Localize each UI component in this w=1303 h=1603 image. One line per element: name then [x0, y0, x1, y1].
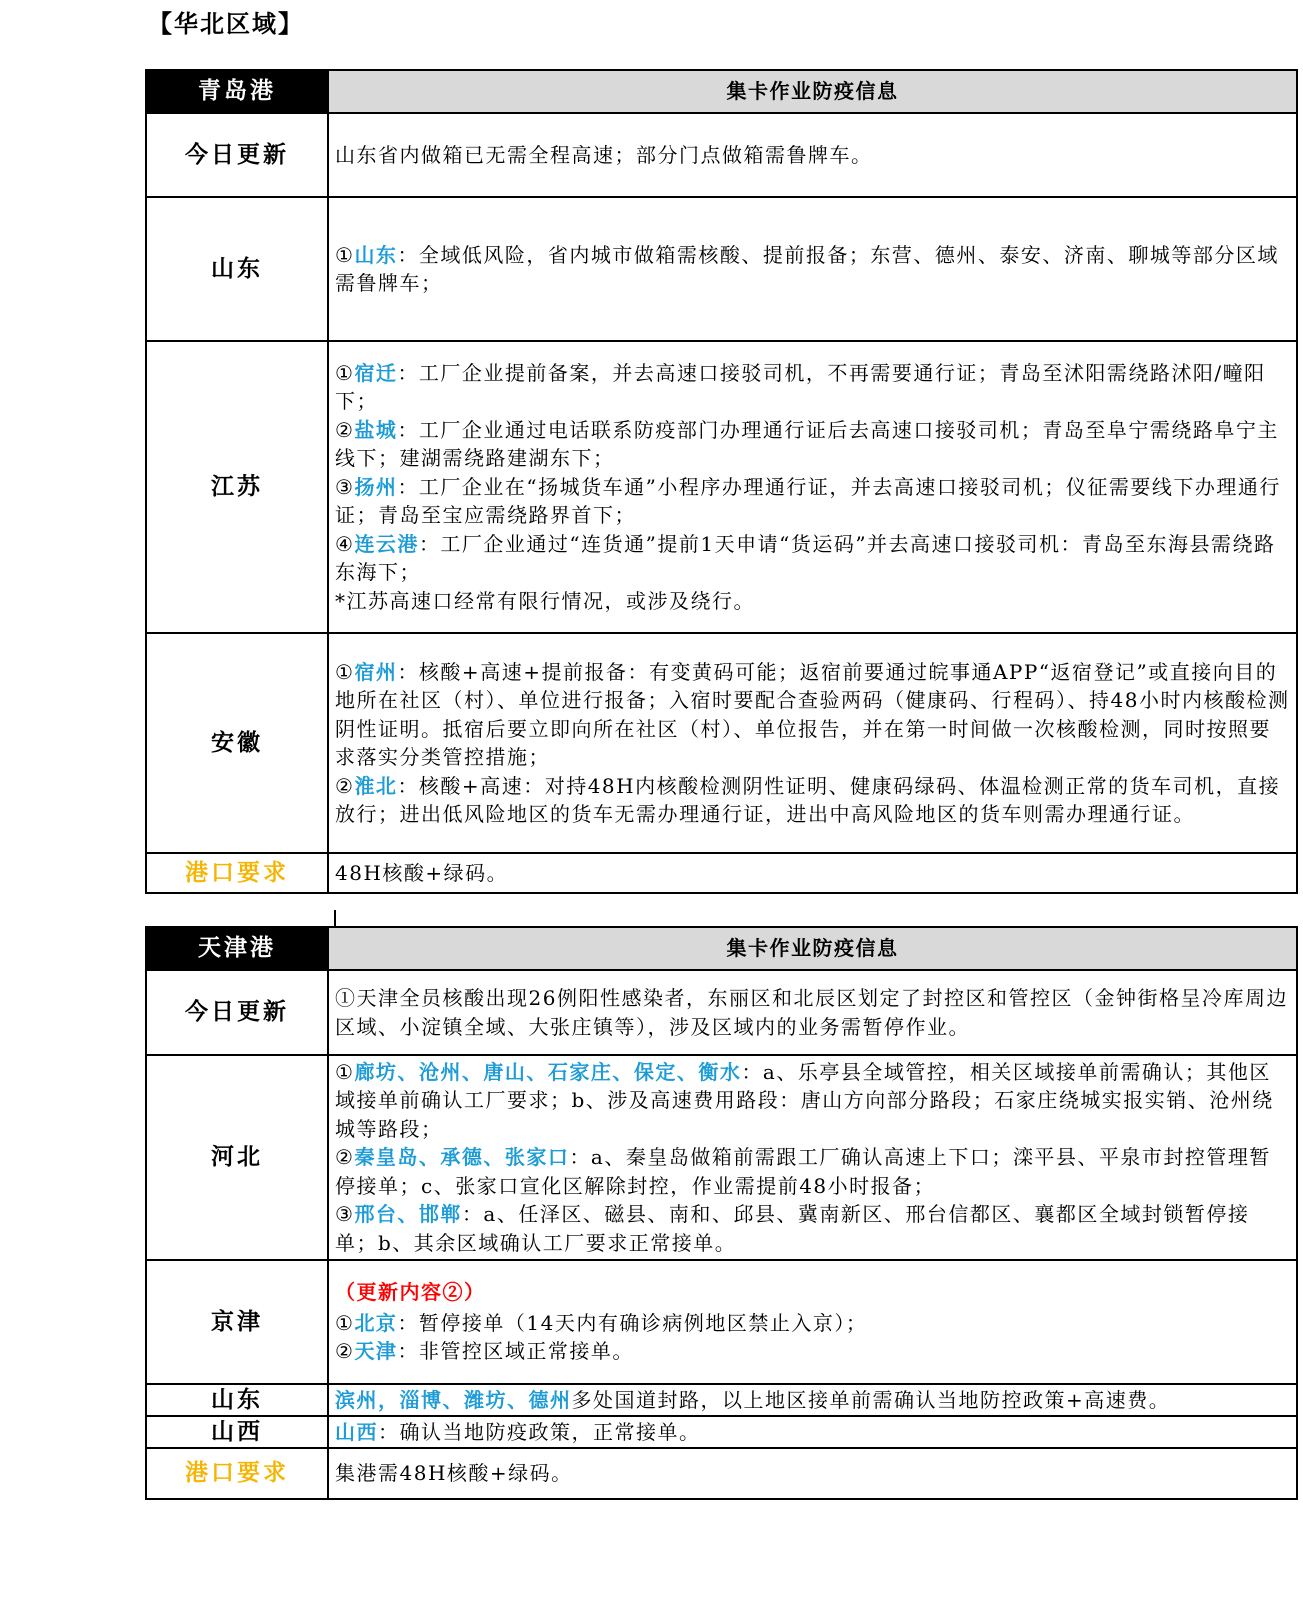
- port-requirement-label: 港口要求: [146, 853, 328, 893]
- region-info-jingjin: [328, 1260, 1297, 1384]
- region-info-anhui: [328, 633, 1297, 853]
- city-highlight: 盐城: [354, 417, 398, 442]
- table-row: [146, 633, 1297, 853]
- info-item: ①北京：暂停接单（14天内有确诊病例地区禁止入京）；: [335, 1310, 868, 1335]
- info-item: ③扬州：工厂企业在“扬城货车通”小程序办理通行证，并去高速口接驳司机；仪征需要线下办理通行证；青岛至宝应需绕路界首下；: [335, 474, 1281, 528]
- table-row: [146, 853, 1297, 893]
- info-item: ④连云港：工厂企业通过“连货通”提前1天申请“货运码”并去高速口接驳司机：青岛至东海县需绕路东海下；: [335, 531, 1276, 585]
- city-highlight: 宿迁: [354, 360, 398, 385]
- tianjin-table: [145, 926, 1298, 1500]
- table-row: [146, 1055, 1297, 1260]
- region-info-shandong: ①山东：全域低风险，省内城市做箱需核酸、提前报备；东营、德州、泰安、济南、聊城等部分区域需鲁牌车；: [328, 197, 1297, 341]
- info-item: ②秦皇岛、承德、张家口：a、秦皇岛做箱前需跟工厂确认高速上下口；滦平县、平泉市封控管理暂停接单；c、张家口宣化区解除封控，作业需提前48小时报备；: [335, 1145, 1271, 1198]
- region-label-jiangsu: 江苏: [146, 341, 328, 633]
- info-item: ①宿迁：工厂企业提前备案，并去高速口接驳司机，不再需要通行证；青岛至沭阳需绕路沭阳/疃阳下；: [335, 360, 1266, 414]
- table-row: [146, 1384, 1297, 1416]
- region-label-anhui: 安徽: [146, 633, 328, 853]
- info-item: ①廊坊、沧州、唐山、石家庄、保定、衡水：a、乐亭县全域管控，相关区域接单前需确认；其他区域接单前确认工厂要求；b、涉及高速费用路段：唐山方向部分路段；石家庄绕城实报实销、沧州绕城等路段；: [335, 1059, 1274, 1141]
- info-item: ①宿州：核酸+高速+提前报备：有变黄码可能；返宿前要通过皖事通APP“返宿登记”或直接向目的地所在社区（村）、单位进行报备；入宿时要配合查验两码（健康码、行程码）、持48小时内核酸检测阴性证明。抵宿后要立即向所在社区（村）、单位报告，并在第一时间做一次核酸检测，同时按照要求落实分类管控措施；: [335, 659, 1290, 769]
- port-requirement-text: 集港需48H核酸+绿码。: [328, 1448, 1297, 1499]
- info-item: ②盐城：工厂企业通过电话联系防疫部门办理通行证后去高速口接驳司机；青岛至阜宁需绕路阜宁主线下；建湖需绕路建湖东下；: [335, 417, 1279, 471]
- info-note: *江苏高速口经常有限行情况，或涉及绕行。: [335, 588, 755, 613]
- city-highlight: 连云港: [354, 531, 419, 556]
- table-header-row: [146, 927, 1297, 970]
- table-row: [146, 197, 1297, 341]
- table-row: [146, 1260, 1297, 1384]
- region-title: 【华北区域】: [148, 9, 304, 38]
- city-highlight: 邢台、邯郸: [354, 1202, 462, 1227]
- region-label-shandong: 山东: [146, 1384, 328, 1416]
- qingdao-table: [145, 69, 1298, 894]
- today-update-text: 山东省内做箱已无需全程高速；部分门点做箱需鲁牌车。: [328, 113, 1297, 197]
- city-highlight: 北京: [354, 1310, 398, 1335]
- city-highlight: 天津: [354, 1339, 398, 1364]
- table-row: [146, 1416, 1297, 1448]
- info-item: ③邢台、邯郸：a、任泽区、磁县、南和、邱县、冀南新区、邢台信都区、襄都区全域封锁暂停接单；b、其余区域确认工厂要求正常接单。: [335, 1202, 1250, 1255]
- city-highlight: 滨州，淄博、潍坊、德州: [335, 1387, 572, 1412]
- region-label-shanxi: 山西: [146, 1416, 328, 1448]
- city-highlight: 山西: [335, 1419, 378, 1444]
- city-highlight: 宿州: [354, 659, 398, 684]
- info-item: ②淮北：核酸+高速：对持48H内核酸检测阴性证明、健康码绿码、体温检测正常的货车司机，直接放行；进出低风险地区的货车无需办理通行证，进出中高风险地区的货车则需办理通行证。: [335, 773, 1281, 826]
- city-highlight: 山东: [354, 242, 398, 267]
- today-update-label: 今日更新: [146, 970, 328, 1055]
- column-header: 集卡作业防疫信息: [328, 70, 1297, 113]
- city-highlight: 淮北: [354, 773, 398, 798]
- port-requirement-label: 港口要求: [146, 1448, 328, 1499]
- table-row: [146, 341, 1297, 633]
- table-row: [146, 970, 1297, 1055]
- table-row: [146, 113, 1297, 197]
- table-header-row: [146, 70, 1297, 113]
- info-item: ②天津：非管控区域正常接单。: [335, 1339, 634, 1364]
- table-row: [146, 1448, 1297, 1499]
- today-update-text: ①天津全员核酸出现26例阳性感染者，东丽区和北辰区划定了封控区和管控区（金钟街格呈冷库周边区域、小淀镇全域、大张庄镇等），涉及区域内的业务需暂停作业。: [328, 970, 1297, 1055]
- city-highlight: 秦皇岛、承德、张家口: [354, 1145, 570, 1170]
- region-info-shanxi: 山西：确认当地防疫政策，正常接单。: [328, 1416, 1297, 1448]
- region-label-shandong: 山东: [146, 197, 328, 341]
- city-highlight: 廊坊、沧州、唐山、石家庄、保定、衡水: [354, 1059, 742, 1084]
- city-highlight: 扬州: [354, 474, 398, 499]
- column-header: 集卡作业防疫信息: [328, 927, 1297, 970]
- region-info-shandong: 滨州，淄博、潍坊、德州多处国道封路，以上地区接单前需确认当地防控政策+高速费。: [328, 1384, 1297, 1416]
- port-name: 青岛港: [146, 70, 328, 113]
- port-requirement-text: 48H核酸+绿码。: [328, 853, 1297, 893]
- update-note: （更新内容②）: [335, 1280, 486, 1305]
- region-info-jiangsu: [328, 341, 1297, 633]
- port-name: 天津港: [146, 927, 328, 970]
- today-update-label: 今日更新: [146, 113, 328, 197]
- region-label-hebei: 河北: [146, 1055, 328, 1260]
- region-info-hebei: [328, 1055, 1297, 1260]
- region-label-jingjin: 京津: [146, 1260, 328, 1384]
